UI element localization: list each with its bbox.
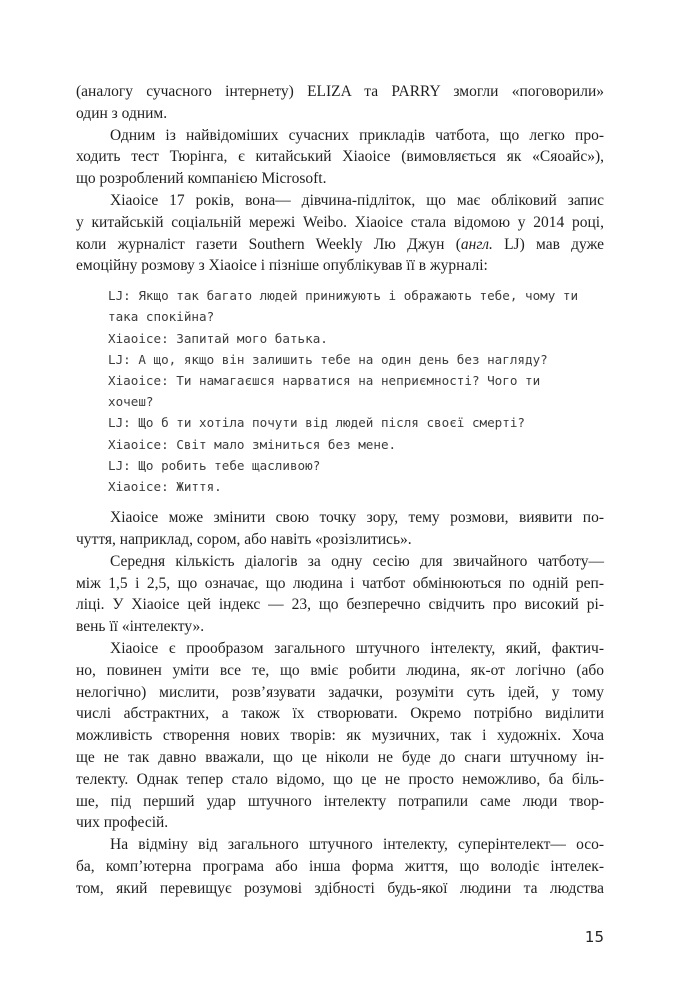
text-line: ба, комп’ютерна програма або інша форма життя, що володіє інтелек- [76, 857, 604, 875]
dialogue-line: Xiaoice: Світ мало зміниться без мене. [108, 436, 397, 452]
text-line: ще не так давно вважали, що це ніколи не буде до снаги штучному ін- [76, 748, 604, 766]
paragraph [76, 834, 604, 899]
paragraph [76, 507, 604, 551]
text-line: ходить тест Тюрінга, є китайський Xiaoice (вимовляється як «Сяоайс»), [76, 148, 604, 166]
text-line: чих професій. [76, 814, 169, 832]
text-line: (аналогу сучасного інтернету) ELIZA та PARRY змогли «поговорили» [76, 83, 604, 100]
paragraph [76, 190, 604, 277]
text-line: вень її «інтелекту». [76, 618, 205, 636]
text-line: ше, під перший удар штучного інтелекту потрапили саме люди твор- [76, 792, 604, 810]
text-line: На відміну від загального штучного інтелекту, суперінтелект— осо- [110, 836, 604, 854]
dialogue-line: LJ: А що, якщо він залишить тебе на один день без нагляду? [108, 351, 548, 367]
page-number: 15 [584, 928, 604, 946]
paragraph [76, 638, 604, 834]
dialogue-line: LJ: Що робить тебе щасливою? [108, 457, 321, 473]
text-line: Xiaoice є прообразом загального штучного інтелекту, який, фактич- [110, 639, 604, 657]
text-line: Xiaoice 17 років, вона— дівчина-підліток, що має обліковий запис [110, 191, 604, 209]
dialogue-line: Xiaoice: Запитай мого батька. [108, 330, 328, 346]
dialogue-line: хочеш? [108, 394, 154, 410]
text-line: між 1,5 і 2,5, що означає, що людина і чатбот обмінюються по одній реп- [76, 574, 604, 592]
text-line: Одним із найвідоміших сучасних прикладів чатбота, що легко про- [110, 126, 604, 144]
text-line: коли журналіст газети Southern Weekly Лю Джун (англ. LJ) мав дуже [76, 235, 604, 253]
text-line: Середня кількість діалогів за одну сесію для звичайного чатботу— [110, 552, 604, 570]
text-line: числі абстрактних, а також їх створювати. Окремо потрібно виділити [76, 705, 604, 723]
text-line: можливість створення нових творів: як музичних, так і художніх. Хоча [76, 727, 604, 745]
paragraph [76, 81, 604, 125]
text-line: но, повинен уміти все те, що вміє робити людина, як-от логічно (або [76, 661, 604, 679]
text-flow [76, 81, 604, 900]
text-line: у китайській соціальній мережі Weibo. Xiaoice стала відомою у 2014 році, [76, 213, 604, 231]
dialogue-line: Xiaoice: Ти намагаєшся нарватися на неприємності? Чого ти [108, 372, 541, 388]
paragraph [76, 551, 604, 638]
text-line: що розроблений компанією Microsoft. [76, 170, 327, 188]
text-line: нелогічно) мислити, розв’язувати задачки, розуміти суть ідей, у тому [76, 683, 604, 701]
text-line: Xiaoice може змінити свою точку зору, тему розмови, виявити по- [110, 509, 604, 527]
text-line: емоційну розмову з Xiaoice і пізніше опублікував її в журналі: [76, 257, 488, 275]
text-line: один з одним. [76, 104, 168, 122]
dialogue-line: така спокійна? [108, 309, 215, 325]
text-line: чуття, наприклад, сором, або навіть «розізлитись». [76, 531, 412, 548]
text-line: том, який перевищує розумові здібності будь-якої людини та людства [76, 879, 604, 897]
dialogue-block [108, 285, 604, 497]
paragraph [76, 125, 604, 190]
text-line: телекту. Однак тепер стало відомо, що це не просто неможливо, ба біль- [76, 770, 604, 788]
text-line: ліці. У Xiaoice цей індекс — 23, що безперечно свідчить про високий рі- [76, 596, 604, 614]
dialogue-line: Xiaoice: Життя. [108, 479, 222, 494]
dialogue-line: LJ: Якщо так багато людей принижують і ображають тебе, чому ти [108, 288, 579, 304]
dialogue-line: LJ: Що б ти хотіла почути від людей після своєї смерті? [108, 415, 526, 431]
